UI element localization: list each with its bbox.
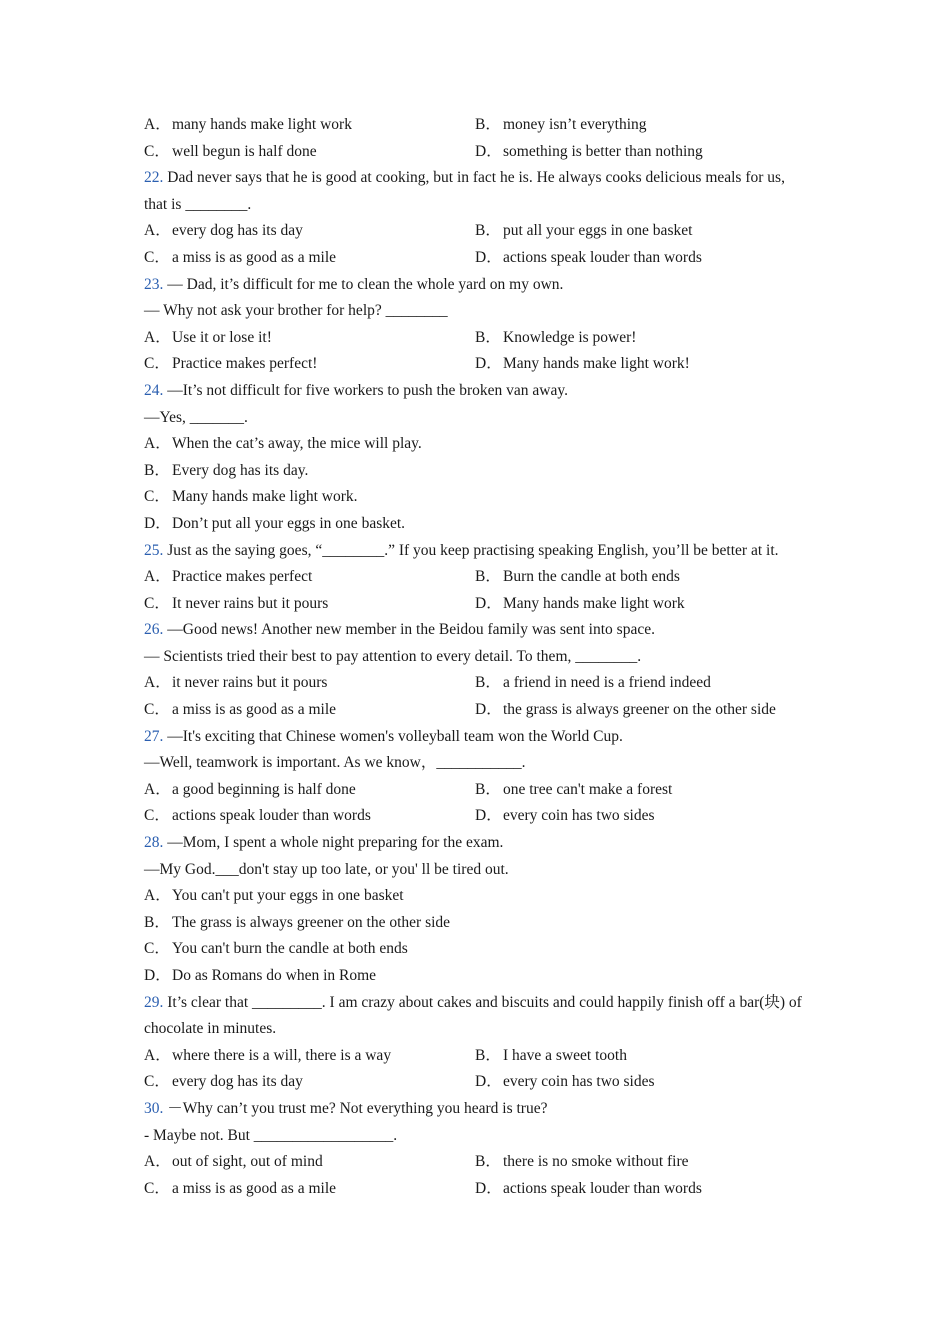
question-24-stem: 24. —It’s not difficult for five workers to push the broken van away.: [144, 381, 569, 399]
q26-options-row-2: [144, 697, 808, 724]
option-b: B． Knowledge is power!: [475, 328, 637, 346]
question-26-reply: — Scientists tried their best to pay attention to every detail. To them, ________.: [144, 647, 642, 665]
option-c: C． well begun is half done: [144, 142, 317, 160]
option-b: B． Burn the candle at both ends: [475, 568, 680, 586]
question-23-stem: 23. — Dad, it’s difficult for me to clean the whole yard on my own.: [144, 275, 564, 293]
q21-options-row-1: [144, 112, 808, 139]
option-b: B． I have a sweet tooth: [475, 1046, 627, 1064]
q22-options-row-1: [144, 218, 808, 245]
question-27-reply: —Well, teamwork is important. As we know，___________.: [144, 754, 526, 772]
q26-options-row-1: [144, 670, 808, 697]
option-c: C． Practice makes perfect!: [144, 355, 318, 373]
option-a: A．When the cat’s away, the mice will play.: [144, 435, 422, 453]
question-29-stem: 29. It’s clear that _________. I am crazy about cakes and biscuits and could happily finish off a bar(块) of chocolate in minutes.: [144, 993, 802, 1038]
q29-options-row-2: [144, 1069, 808, 1096]
option-d: D．Don’t put all your eggs in one basket.: [144, 514, 406, 532]
option-a: A．Use it or lose it!: [144, 328, 272, 346]
option-d: D．actions speak louder than words: [475, 1179, 702, 1197]
option-d: D．every coin has two sides: [475, 807, 655, 825]
option-c: C． It never rains but it pours: [144, 594, 329, 612]
question-24-reply: —Yes, _______.: [144, 408, 248, 426]
q21-options-row-2: [144, 139, 808, 166]
option-b: B． a friend in need is a friend indeed: [475, 674, 711, 692]
option-b: B． one tree can't make a forest: [475, 780, 673, 798]
q22-options-row-2: [144, 245, 808, 272]
question-23-reply: — Why not ask your brother for help? ________: [144, 302, 448, 320]
option-d: D．Many hands make light work!: [475, 355, 690, 373]
option-b: B． Every dog has its day.: [144, 461, 309, 479]
q23-options-row-2: [144, 351, 808, 378]
option-d: D．every coin has two sides: [475, 1073, 655, 1091]
option-d: D．Many hands make light work: [475, 594, 685, 612]
option-b: B． there is no smoke without fire: [475, 1153, 689, 1171]
option-c: C． actions speak louder than words: [144, 807, 371, 825]
question-27-stem: 27. —It's exciting that Chinese women's volleyball team won the World Cup.: [144, 727, 623, 745]
option-a: A．out of sight, out of mind: [144, 1153, 323, 1171]
option-c: C． a miss is as good as a mile: [144, 1179, 337, 1197]
option-a: A．Practice makes perfect: [144, 568, 313, 586]
q30-options-row-2: [144, 1176, 808, 1203]
question-30-reply: - Maybe not. But __________________.: [144, 1126, 398, 1144]
option-a: A．it never rains but it pours: [144, 674, 328, 692]
q25-options-row-2: [144, 591, 808, 618]
q29-options-row-1: [144, 1043, 808, 1070]
option-d: D．Do as Romans do when in Rome: [144, 967, 377, 984]
q30-options-row-1: [144, 1149, 808, 1176]
question-30-stem: 30. －Why can’t you trust me? Not everything you heard is true?: [144, 1099, 548, 1117]
option-b: B． put all your eggs in one basket: [475, 222, 693, 240]
question-26-stem: 26. —Good news! Another new member in the Beidou family was sent into space.: [144, 621, 655, 639]
option-c: C． every dog has its day: [144, 1073, 303, 1091]
option-b: B． The grass is always greener on the other side: [144, 913, 451, 931]
question-25-stem: 25. Just as the saying goes, “________.” If you keep practising speaking English, you’ll be better at it.: [144, 541, 779, 559]
q27-options-row-2: [144, 803, 808, 830]
option-d: D．actions speak louder than words: [475, 248, 702, 266]
option-d: D．the grass is always greener on the other side: [475, 701, 776, 719]
q23-options-row-1: [144, 325, 808, 352]
question-28-stem: 28. —Mom, I spent a whole night preparing for the exam.: [144, 834, 504, 852]
option-a: A．many hands make light work: [144, 116, 352, 133]
option-d: D．something is better than nothing: [475, 142, 703, 160]
q25-options-row-1: [144, 564, 808, 591]
option-b: B． money isn’t everything: [475, 116, 647, 133]
option-a: A．every dog has its day: [144, 222, 303, 240]
option-c: C． Many hands make light work.: [144, 488, 358, 506]
q27-options-row-1: [144, 777, 808, 804]
option-a: A．where there is a will, there is a way: [144, 1046, 392, 1064]
worksheet-page: [144, 112, 808, 1202]
question-22-stem: 22. Dad never says that he is good at cooking, but in fact he is. He always cooks delicious meals for us, that is ________.: [144, 169, 785, 213]
option-a: A．You can't put your eggs in one basket: [144, 887, 404, 905]
option-c: C． a miss is as good as a mile: [144, 701, 337, 719]
option-c: C． You can't burn the candle at both ends: [144, 940, 408, 958]
question-28-reply: —My God.___don't stay up too late, or you' ll be tired out.: [144, 860, 509, 878]
option-a: A．a good beginning is half done: [144, 780, 356, 798]
option-c: C． a miss is as good as a mile: [144, 248, 337, 266]
